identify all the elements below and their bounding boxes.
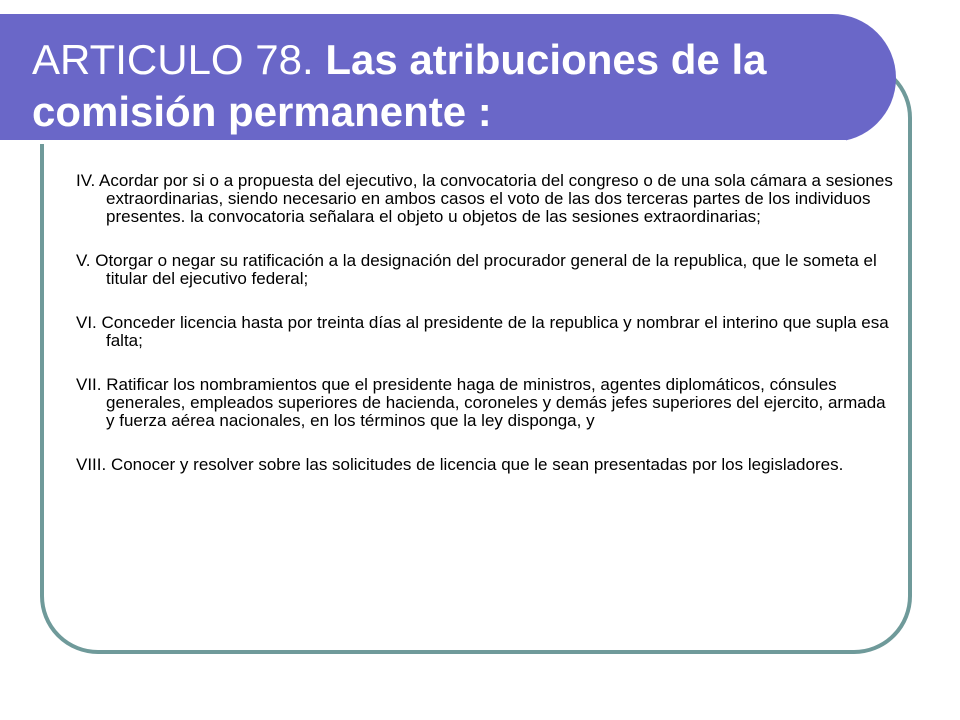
- title-prefix: ARTICULO 78.: [32, 36, 326, 83]
- item-iv: IV. Acordar por si o a propuesta del ejecutivo, la convocatoria del congreso o de una sola cámara a sesiones extraordinarias, siendo necesario en ambos casos el voto de las dos terceras partes de los individuos presentes. la convocatoria señalara el objeto u objetos de las sesiones extraordinarias;: [76, 171, 893, 226]
- article-content: [76, 172, 896, 500]
- title-banner: [0, 14, 896, 142]
- item-v: V. Otorgar o negar su ratificación a la designación del procurador general de la republica, que le someta el titular del ejecutivo federal;: [76, 251, 877, 288]
- slide-title: [32, 34, 882, 138]
- title-main: Las atribuciones de la comisión permanente :: [32, 36, 767, 135]
- title-underline: [0, 140, 846, 144]
- item-vii: VII. Ratificar los nombramientos que el presidente haga de ministros, agentes diplomáticos, cónsules generales, empleados superiores de hacienda, coroneles y demás jefes superiores del ejercito, armada y fuerza aérea nacionales, en los términos que la ley disponga, y: [76, 375, 886, 430]
- item-viii: VIII. Conocer y resolver sobre las solicitudes de licencia que le sean presentadas por los legisladores.: [76, 455, 844, 474]
- item-vi: VI. Conceder licencia hasta por treinta días al presidente de la republica y nombrar el interino que supla esa falta;: [76, 313, 889, 350]
